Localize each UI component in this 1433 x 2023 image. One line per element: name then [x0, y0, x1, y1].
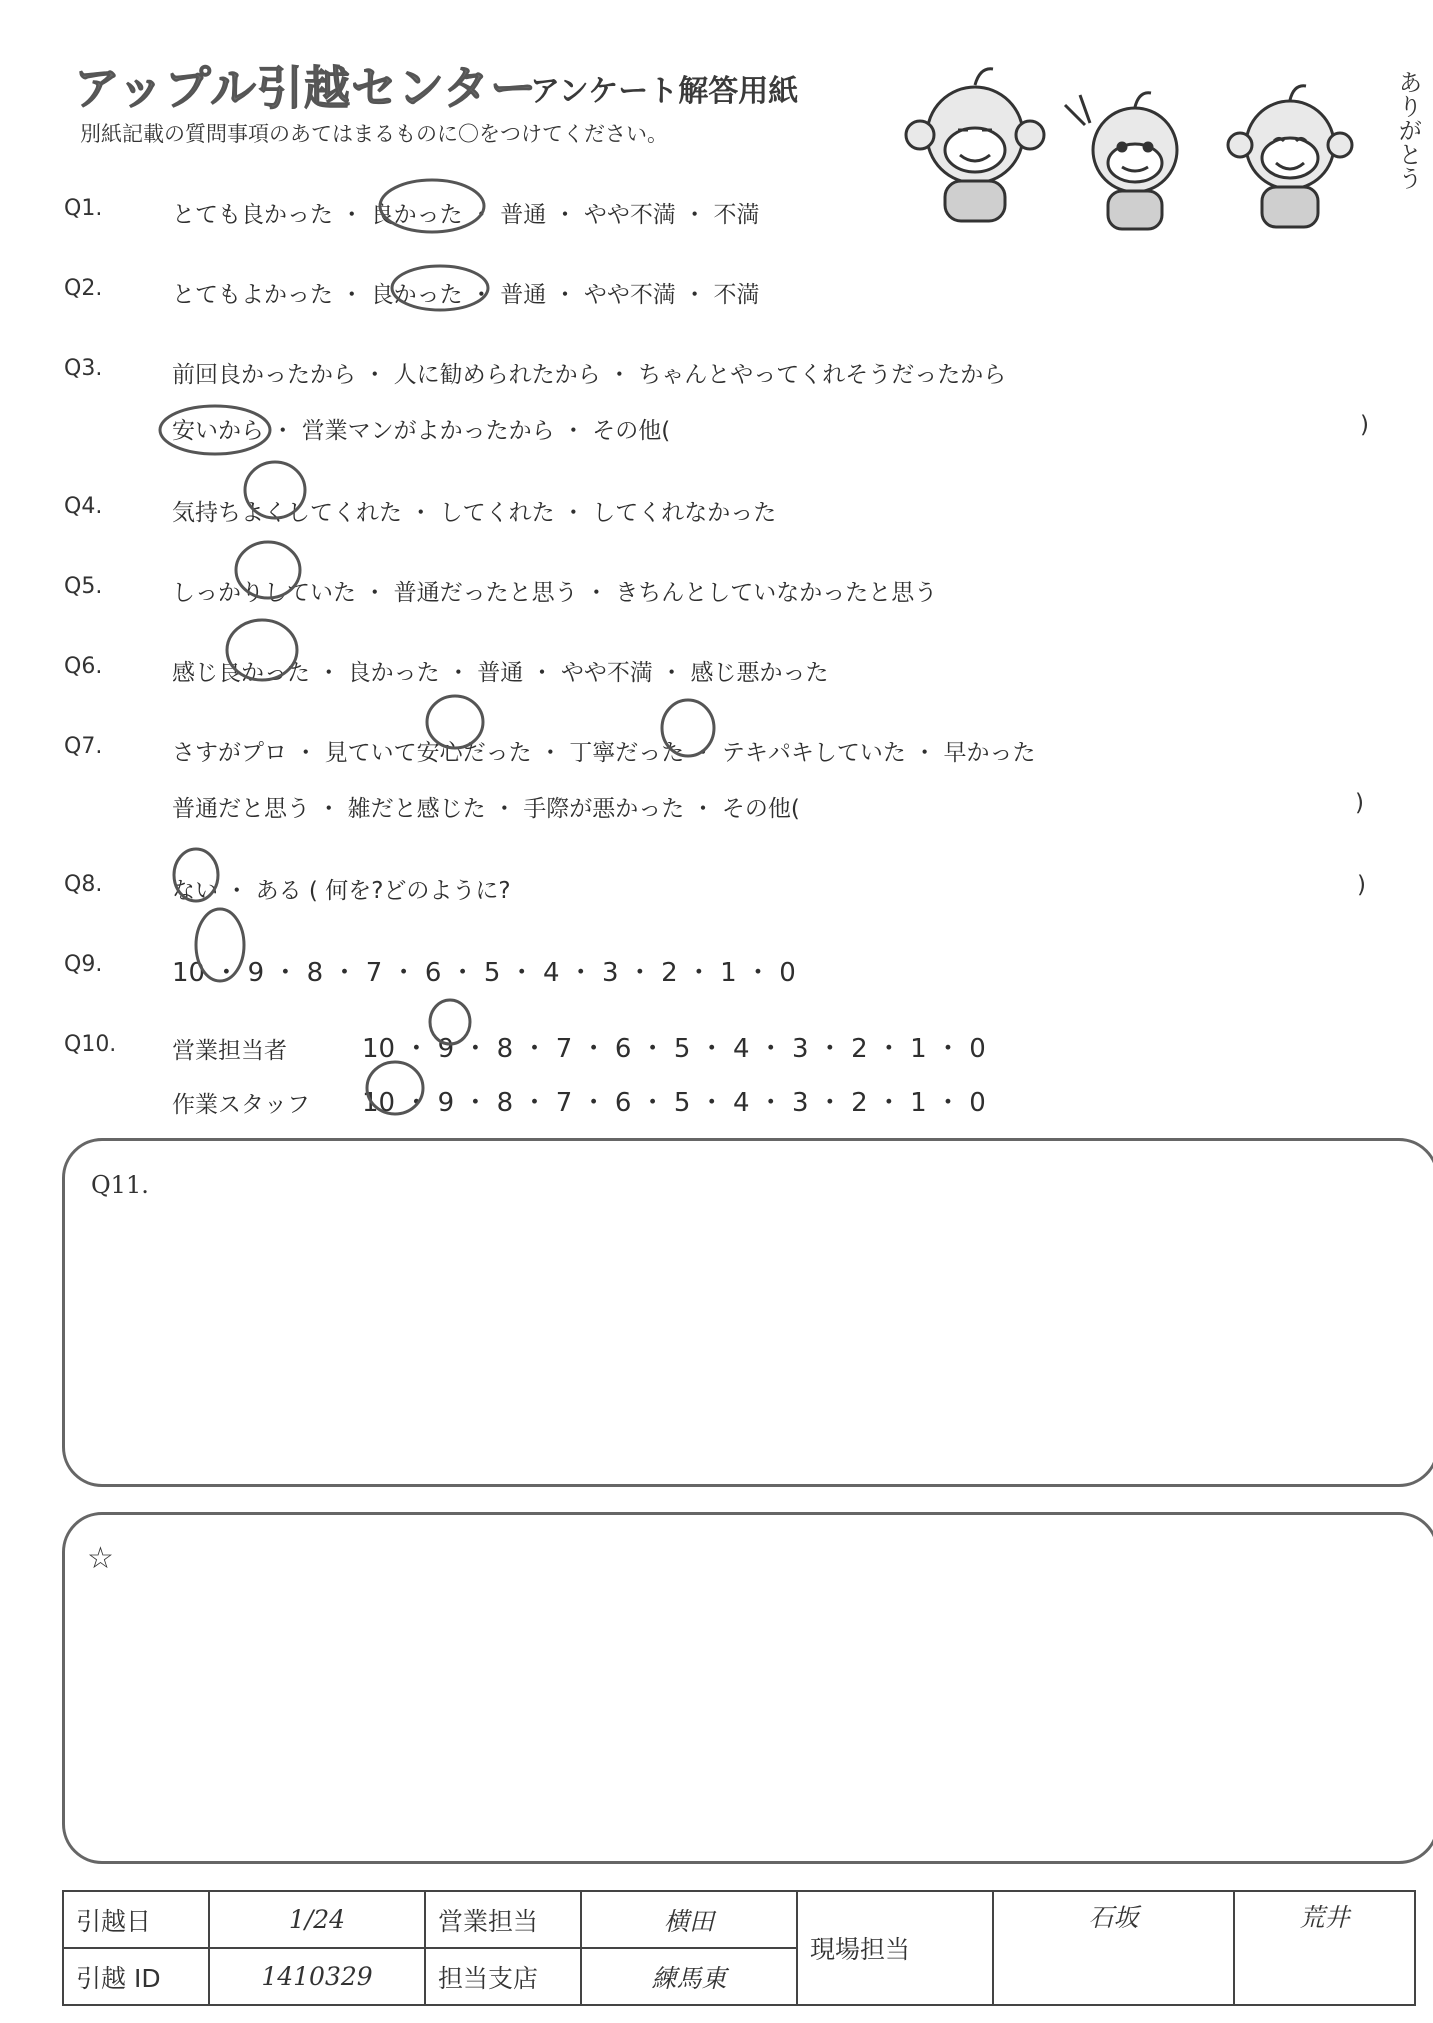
sales-rep-value[interactable]: 横田 — [581, 1891, 797, 1948]
q3-options-line1[interactable]: 前回良かったから ・ 人に勧められたから ・ ちゃんとやってくれそうだったから — [172, 362, 1007, 388]
q5-circle-mark — [236, 542, 300, 598]
q7-circle-mark-2 — [662, 700, 714, 756]
q10-staff-label: 作業スタッフ — [172, 1092, 310, 1118]
q6-options[interactable]: 感じ良かった ・ 良かった ・ 普通 ・ やや不満 ・ 感じ悪かった — [172, 660, 829, 686]
q8-circle-mark — [174, 849, 218, 901]
sales-rep-label: 営業担当 — [425, 1891, 581, 1948]
q2-label: Q2. — [64, 276, 103, 301]
star-comment-box[interactable] — [62, 1512, 1433, 1864]
form-title: アンケート解答用紙 — [530, 74, 799, 109]
q10-sales-label: 営業担当者 — [172, 1038, 287, 1064]
q3-options-line2[interactable]: 安いから ・ 営業マンがよかったから ・ その他( — [172, 418, 671, 444]
q7-circle-mark-1 — [427, 696, 483, 748]
site-staff-value-1[interactable]: 石坂 — [993, 1891, 1234, 2005]
move-date-label: 引越日 — [63, 1891, 209, 1948]
q2-circle-mark — [392, 266, 488, 310]
q10-sales-scale[interactable]: 10 ・ 9 ・ 8 ・ 7 ・ 6 ・ 5 ・ 4 ・ 3 ・ 2 ・ 1 ・ 0 — [362, 1034, 986, 1064]
q4-options[interactable]: 気持ちよくしてくれた ・ してくれた ・ してくれなかった — [172, 500, 777, 526]
move-date-value[interactable]: 1/24 — [209, 1891, 425, 1948]
q6-label: Q6. — [64, 654, 103, 679]
q10-label: Q10. — [64, 1032, 117, 1057]
q7-options-line1[interactable]: さすがプロ ・ 見ていて安心だった ・ 丁寧だった ・ テキパキしていた ・ 早かった — [172, 740, 1036, 766]
q4-circle-mark — [245, 462, 305, 518]
q9-circle-mark — [196, 909, 244, 981]
q1-circle-mark — [380, 180, 484, 232]
move-id-value[interactable]: 1410329 — [209, 1948, 425, 2005]
q10-staff-circle-mark — [367, 1062, 423, 1114]
q1-options[interactable]: とても良かった ・ 良かった ・ 普通 ・ やや不満 ・ 不満 — [172, 202, 760, 228]
company-name: アップル引越センター — [74, 61, 538, 115]
q8-options[interactable]: ない ・ ある ( 何を?どのように? — [172, 878, 511, 904]
q11-comment-box[interactable] — [62, 1138, 1433, 1487]
instruction-text: 別紙記載の質問事項のあてはまるものに〇をつけてください。 — [80, 122, 668, 146]
q8-label: Q8. — [64, 872, 103, 897]
branch-label: 担当支店 — [425, 1948, 581, 2005]
q6-circle-mark — [227, 620, 297, 680]
q9-scale[interactable]: 10 ・ 9 ・ 8 ・ 7 ・ 6 ・ 5 ・ 4 ・ 3 ・ 2 ・ 1 ・ 0 — [172, 958, 796, 988]
q3-label: Q3. — [64, 356, 103, 381]
move-info-table — [62, 1890, 1416, 2006]
q5-label: Q5. — [64, 574, 103, 599]
q4-label: Q4. — [64, 494, 103, 519]
site-staff-label: 現場担当 — [797, 1891, 993, 2005]
q7-options-line2[interactable]: 普通だと思う ・ 雑だと感じた ・ 手際が悪かった ・ その他( — [172, 796, 800, 822]
q3-circle-mark — [160, 406, 270, 454]
q1-label: Q1. — [64, 196, 103, 221]
branch-value[interactable]: 練馬東 — [581, 1948, 797, 2005]
q2-options[interactable]: とてもよかった ・ 良かった ・ 普通 ・ やや不満 ・ 不満 — [172, 282, 760, 308]
q11-label: Q11. — [91, 1171, 149, 1199]
q8-paren-close: ) — [1357, 872, 1366, 898]
move-id-label: 引越 ID — [63, 1948, 209, 2005]
q10-staff-scale[interactable]: 10 ・ 9 ・ 8 ・ 7 ・ 6 ・ 5 ・ 4 ・ 3 ・ 2 ・ 1 ・ 0 — [362, 1088, 986, 1118]
q3-paren-close: ) — [1360, 412, 1369, 438]
q7-paren-close: ) — [1355, 790, 1364, 816]
q9-label: Q9. — [64, 952, 103, 977]
q7-label: Q7. — [64, 734, 103, 759]
q5-options[interactable]: しっかりしていた ・ 普通だったと思う ・ きちんとしていなかったと思う — [172, 580, 938, 606]
star-label: ☆ — [87, 1541, 114, 1576]
mascot-caption: ありがとう — [1394, 70, 1422, 190]
site-staff-value-2[interactable]: 荒井 — [1234, 1891, 1415, 2005]
q10-sales-circle-mark — [430, 1000, 470, 1044]
